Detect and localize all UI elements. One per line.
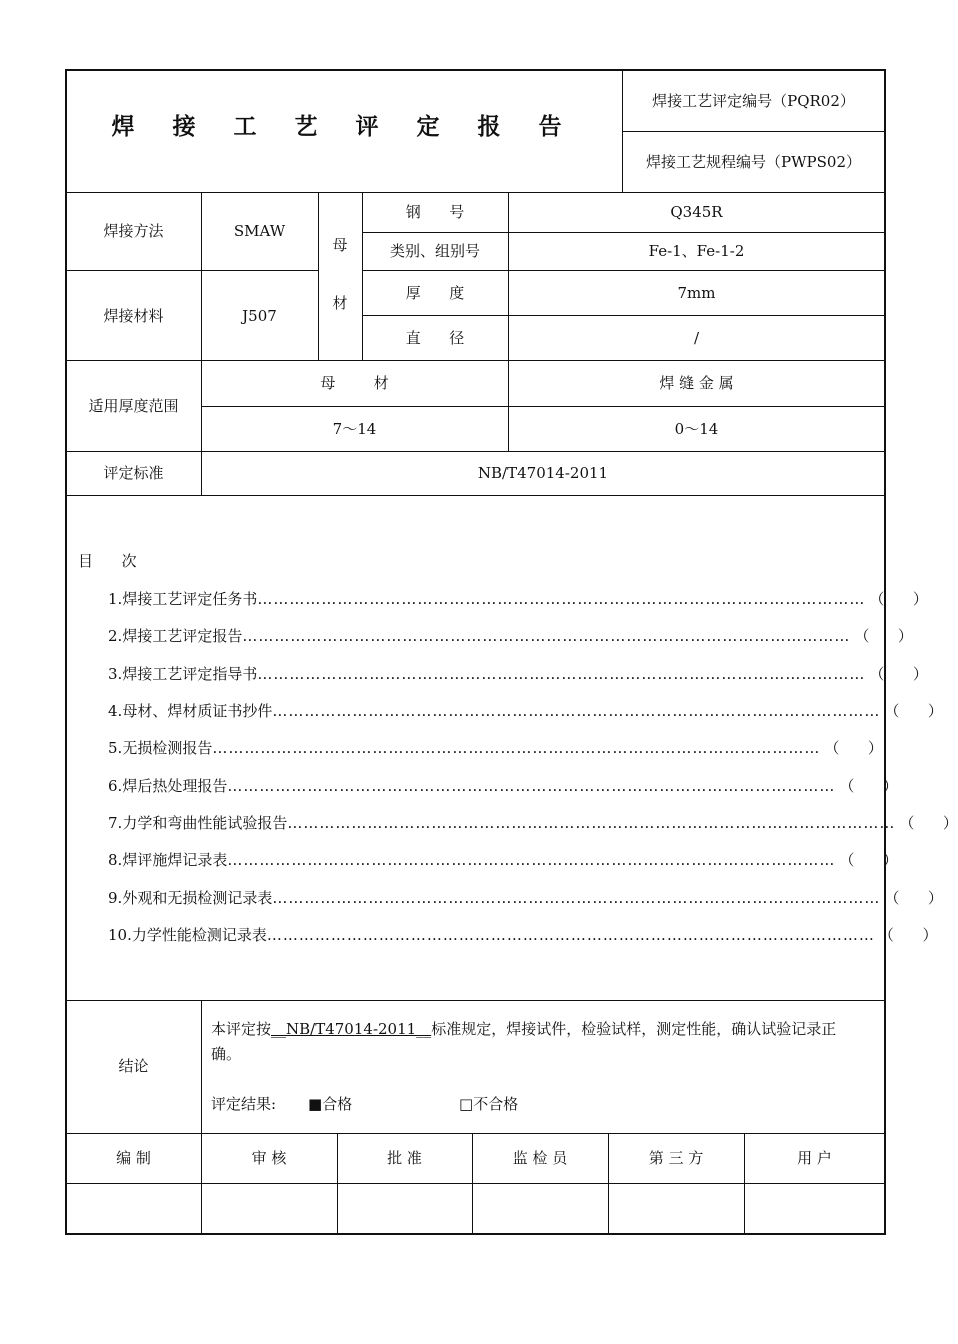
toc-item — [108, 813, 958, 833]
toc-item-number: 9. — [108, 889, 123, 907]
sign-label-inspector: 监 检 员 — [512, 1149, 568, 1167]
pass-checkbox-icon[interactable]: ■ — [308, 1095, 323, 1113]
toc-item — [108, 664, 928, 684]
toc-heading: 目 次 — [78, 552, 137, 570]
toc-item-number: 7. — [108, 814, 123, 832]
conclusion-standard: __NB/T47014-2011__ — [271, 1020, 432, 1038]
conclusion-label: 结论 — [118, 1057, 149, 1075]
rule-conclusion-divider — [201, 1000, 202, 1234]
toc-item-number: 3. — [108, 665, 123, 683]
rule-header-bottom — [66, 192, 885, 193]
toc-item-page-field: （ ） — [899, 814, 958, 832]
fail-label: 不合格 — [473, 1095, 519, 1113]
toc-item-title: 焊后热处理报告 — [122, 777, 228, 795]
toc-item-leader-dots: …………………………………………………………………………………………………… — [266, 926, 875, 944]
toc-item-page-field: （ ） — [824, 739, 883, 757]
rule-col-4 — [508, 192, 509, 451]
steel-grade-value: Q345R — [670, 203, 723, 221]
toc-item-number: 8. — [108, 851, 123, 869]
rule-thickness-bottom — [362, 315, 885, 316]
welding-method-value: SMAW — [233, 222, 286, 240]
sign-label-reviewer: 审 核 — [251, 1149, 287, 1167]
toc-item — [108, 626, 913, 646]
toc-item-page-field: （ ） — [869, 665, 928, 683]
rule-sign-mid — [66, 1183, 885, 1184]
toc-item-leader-dots: …………………………………………………………………………………………………… — [287, 814, 896, 832]
welding-method-label: 焊接方法 — [103, 222, 164, 240]
thickness-value: 7mm — [677, 284, 716, 302]
toc-item-title: 外观和无损检测记录表 — [122, 889, 273, 907]
steel-grade-label: 钢 号 — [405, 203, 465, 221]
fail-checkbox-icon[interactable]: □ — [459, 1095, 474, 1113]
toc-item-page-field: （ ） — [854, 627, 913, 645]
toc-item — [108, 738, 883, 758]
pwps-number: 焊接工艺规程编号（PWPS02） — [646, 153, 861, 171]
sign-label-user: 用 户 — [797, 1149, 832, 1167]
toc-item-page-field: （ ） — [878, 926, 938, 944]
rule-range-mid — [201, 406, 885, 407]
conclusion-text — [211, 1020, 836, 1038]
pass-label: 合格 — [322, 1095, 353, 1113]
toc-item-page-field: （ ） — [869, 590, 928, 608]
category-value: Fe-1、Fe-1-2 — [648, 242, 745, 260]
toc-item-number: 10. — [108, 926, 132, 944]
rule-toc-bottom — [66, 1000, 885, 1001]
toc-item — [108, 701, 943, 721]
category-label: 类别、组别号 — [389, 242, 480, 260]
base-metal-label-bottom: 材 — [332, 294, 348, 312]
toc-item-title: 焊接工艺评定指导书 — [122, 665, 258, 683]
toc-item-leader-dots: …………………………………………………………………………………………………… — [212, 739, 821, 757]
toc-item-page-field: （ ） — [839, 777, 898, 795]
pass-option[interactable] — [308, 1095, 352, 1113]
toc-item-page-field: （ ） — [839, 851, 898, 869]
rule-range-bottom — [66, 451, 885, 452]
rule-steel-bottom — [362, 232, 885, 233]
sign-label-approver: 批 准 — [387, 1149, 422, 1167]
toc-item — [108, 776, 898, 796]
rule-method-bottom — [66, 270, 318, 271]
toc-item-leader-dots: …………………………………………………………………………………………………… — [257, 590, 866, 608]
toc-item — [108, 888, 943, 908]
rule-standard-bottom — [66, 495, 885, 496]
range-weld-value: 0～14 — [674, 420, 719, 438]
toc-item-page-field: （ ） — [884, 889, 943, 907]
toc-item — [108, 925, 938, 945]
conclusion-text-line2: 确。 — [211, 1045, 242, 1063]
toc-item-leader-dots: …………………………………………………………………………………………………… — [257, 665, 866, 683]
conclusion-prefix: 本评定按 — [211, 1020, 272, 1038]
toc-item-leader-dots: …………………………………………………………………………………………………… — [272, 889, 881, 907]
thickness-label: 厚 度 — [405, 284, 465, 302]
toc-item-leader-dots: …………………………………………………………………………………………………… — [272, 702, 881, 720]
diameter-label: 直 径 — [405, 329, 465, 347]
range-weld-label: 焊 缝 金 属 — [659, 374, 734, 392]
welding-material-label: 焊接材料 — [103, 307, 164, 325]
rule-conclusion-bottom — [66, 1133, 885, 1134]
toc-item — [108, 850, 898, 870]
toc-item-title: 力学性能检测记录表 — [131, 926, 267, 944]
base-metal-label-top: 母 — [332, 236, 348, 254]
toc-item-title: 焊评施焊记录表 — [122, 851, 228, 869]
standard-value: NB/T47014-2011 — [477, 464, 609, 482]
toc-item-leader-dots: …………………………………………………………………………………………………… — [227, 851, 836, 869]
toc-item-title: 力学和弯曲性能试验报告 — [122, 814, 288, 832]
report-title: 焊 接 工 艺 评 定 报 告 — [111, 114, 577, 140]
toc-item-title: 无损检测报告 — [122, 739, 213, 757]
fail-option[interactable] — [459, 1095, 518, 1113]
toc-item-number: 2. — [108, 627, 123, 645]
toc-item-number: 1. — [108, 590, 123, 608]
range-base-value: 7～14 — [332, 420, 377, 438]
rule-header-divider — [622, 69, 623, 192]
toc-item-leader-dots: …………………………………………………………………………………………………… — [227, 777, 836, 795]
sign-label-third-party: 第 三 方 — [648, 1149, 704, 1167]
pqr-number: 焊接工艺评定编号（PQR02） — [652, 92, 855, 110]
toc-item-title: 焊接工艺评定任务书 — [122, 590, 258, 608]
range-base-label: 母 材 — [320, 374, 389, 392]
standard-label: 评定标准 — [103, 464, 164, 482]
sign-label-compiler: 编 制 — [116, 1149, 151, 1167]
toc-item-page-field: （ ） — [884, 702, 943, 720]
thickness-range-label: 适用厚度范围 — [88, 397, 179, 415]
conclusion-suffix: 标准规定，焊接试件，检验试样，测定性能，确认试验记录正 — [431, 1020, 837, 1038]
toc-item-number: 6. — [108, 777, 123, 795]
rule-category-bottom — [362, 270, 885, 271]
toc-item-leader-dots: …………………………………………………………………………………………………… — [242, 627, 851, 645]
diameter-value: / — [693, 329, 700, 347]
rule-material-bottom — [66, 360, 885, 361]
rule-col-2 — [318, 192, 319, 360]
toc-item-number: 5. — [108, 739, 123, 757]
result-label: 评定结果: — [211, 1095, 277, 1113]
rule-header-mid — [622, 131, 885, 132]
toc-item-title: 母材、焊材质证书抄件 — [122, 702, 273, 720]
toc-item-title: 焊接工艺评定报告 — [122, 627, 243, 645]
toc-item-number: 4. — [108, 702, 123, 720]
welding-material-value: J507 — [242, 307, 277, 325]
toc-item — [108, 589, 928, 609]
